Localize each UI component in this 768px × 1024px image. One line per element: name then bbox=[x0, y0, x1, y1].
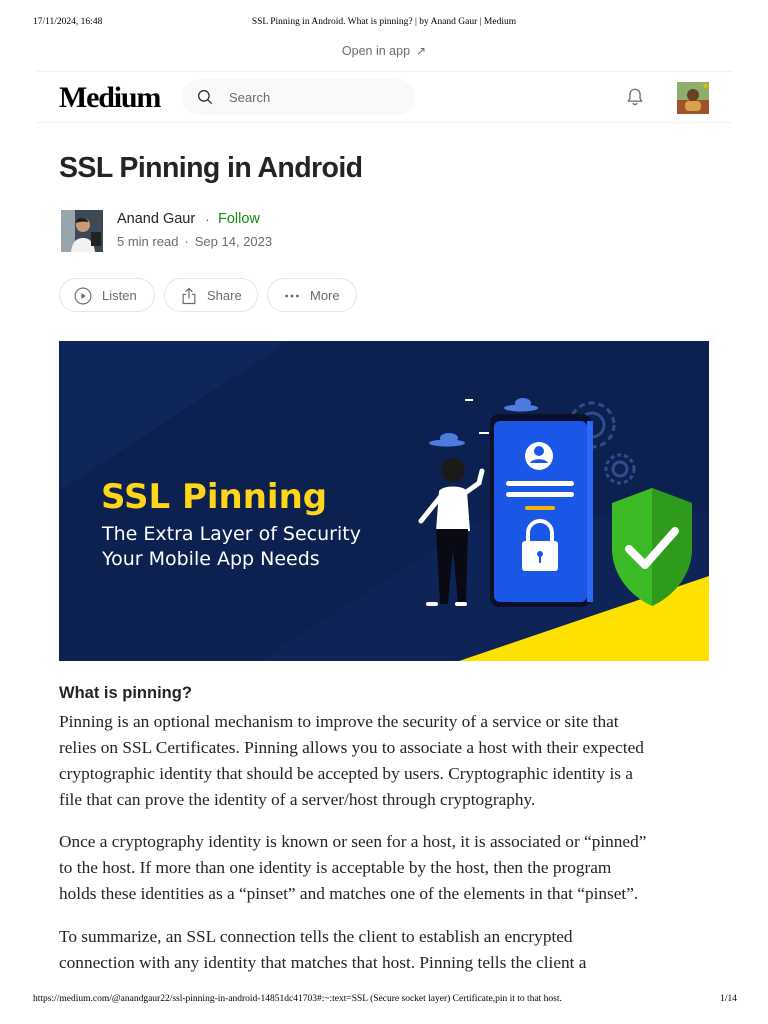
hero-subline-1: The Extra Layer of Security bbox=[102, 523, 361, 545]
play-icon bbox=[73, 286, 93, 306]
share-button[interactable] bbox=[164, 278, 258, 312]
search-input[interactable] bbox=[182, 79, 415, 115]
hero-headline: SSL Pinning bbox=[101, 477, 328, 517]
paragraph-2 bbox=[59, 829, 719, 907]
print-header bbox=[0, 17, 768, 31]
paragraph-line: to the host. If more than one identity is acceptable by the host, then the program bbox=[59, 858, 612, 877]
notifications-bell-icon[interactable] bbox=[624, 86, 646, 108]
paragraph-line: To summarize, an SSL connection tells the client to establish an encrypted bbox=[59, 927, 573, 946]
more-button[interactable] bbox=[267, 278, 357, 312]
print-url: https://medium.com/@anandgaur22/ssl-pinning-in-android-14851dc41703#:~:text=SSL (Secure socket layer) Certificate,pin it to that host. bbox=[33, 994, 562, 1004]
paragraph-line: Once a cryptography identity is known or seen for a host, it is associated or “pinned” bbox=[59, 832, 647, 851]
paragraph-line: Pinning is an optional mechanism to improve the security of a service or site that bbox=[59, 712, 619, 731]
paragraph-line: file that can prove the identity of a server/host through cryptography. bbox=[59, 790, 536, 809]
print-datetime: 17/11/2024, 16:48 bbox=[33, 17, 103, 27]
author-separator: · bbox=[205, 211, 210, 227]
listen-button[interactable] bbox=[59, 278, 155, 312]
follow-button[interactable]: Follow bbox=[218, 211, 260, 227]
user-avatar[interactable] bbox=[677, 82, 709, 114]
medium-logo[interactable]: Medium bbox=[59, 81, 161, 114]
hero-image bbox=[59, 341, 709, 661]
meta-separator: · bbox=[184, 234, 189, 249]
article-meta bbox=[117, 234, 272, 249]
open-in-app-link[interactable] bbox=[0, 44, 768, 58]
more-dots-icon bbox=[282, 286, 302, 306]
article-title: SSL Pinning in Android bbox=[59, 152, 363, 184]
more-label: More bbox=[310, 288, 340, 303]
hero-subline-2: Your Mobile App Needs bbox=[102, 548, 320, 570]
premium-star-icon: ✦ bbox=[701, 81, 711, 93]
print-page-number: 1/14 bbox=[720, 994, 737, 1004]
paragraph-1 bbox=[59, 709, 719, 813]
share-icon bbox=[179, 286, 199, 306]
phone-illustration bbox=[490, 414, 593, 607]
paragraph-line: holds these identities as a “pinset” and matches one of the elements in that “pinset”. bbox=[59, 884, 639, 903]
print-footer bbox=[0, 994, 768, 1008]
top-navbar bbox=[37, 71, 732, 123]
read-time: 5 min read bbox=[117, 234, 179, 249]
search-icon bbox=[196, 88, 214, 106]
hero-illustration bbox=[59, 341, 709, 661]
paragraph-line: connection with any identity that matches that host. Pinning tells the client a bbox=[59, 953, 587, 972]
publish-date: Sep 14, 2023 bbox=[194, 234, 273, 249]
paragraph-3 bbox=[59, 924, 719, 976]
author-name-link[interactable]: Anand Gaur bbox=[117, 211, 196, 227]
paragraph-line: cryptographic identity that should be accepted by users. Cryptographic identity is a bbox=[59, 764, 633, 783]
author-avatar[interactable] bbox=[61, 210, 103, 252]
paragraph-line: relies on SSL Certificates. Pinning allows you to associate a host with their expected bbox=[59, 738, 644, 757]
author-photo bbox=[61, 210, 103, 252]
listen-label: Listen bbox=[102, 288, 137, 303]
open-in-app-label: Open in app bbox=[341, 44, 411, 58]
print-page-title: SSL Pinning in Android. What is pinning? | by Anand Gaur | Medium bbox=[251, 17, 517, 27]
arrow-up-right-icon: ↗ bbox=[416, 44, 427, 58]
share-label: Share bbox=[207, 288, 242, 303]
search-placeholder: Search bbox=[229, 90, 271, 105]
section-heading: What is pinning? bbox=[59, 684, 192, 702]
